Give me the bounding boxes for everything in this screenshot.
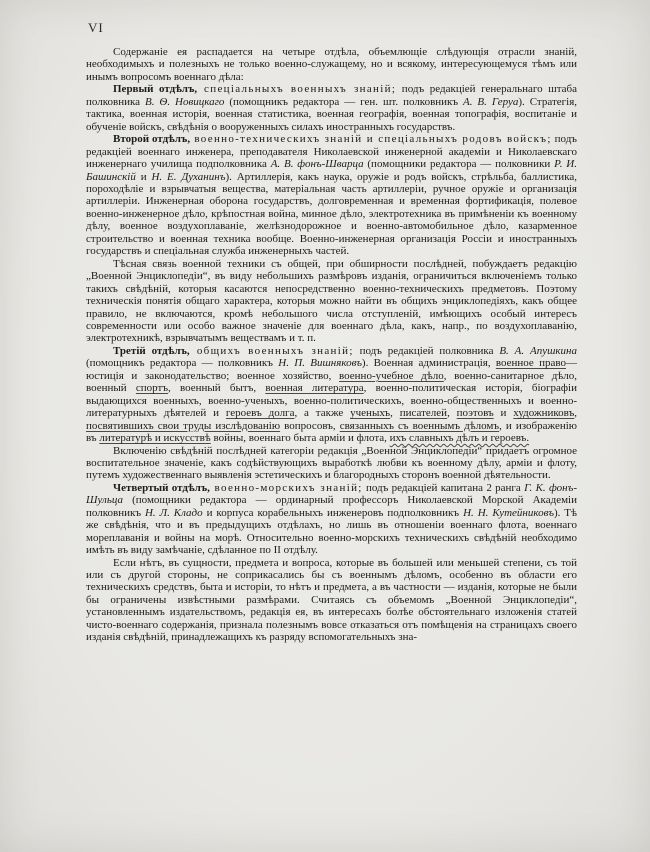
section-heading: Первый отдѣлъ, — [113, 83, 198, 96]
text-run: Содержаніе ея распадается на четыре отдѣла, объемлющіе слѣдующія отрасли знаній, необходимыхъ и полезныхъ не только военно-служащему, но и всякому, интересующемуся тѣмъ или инымъ вопросомъ военнаго дѣла: — [86, 46, 577, 83]
paragraph-section-one — [86, 83, 577, 133]
text-run: , военно-политическая исторія, біографіи выдающихся военныхъ, военно-ученыхъ, военно-политическихъ, военно-общественныхъ и военно-литературныхъ дѣятелей и — [86, 382, 578, 420]
paragraph-closing — [86, 557, 577, 644]
text-run: ). Военная администрація, — [361, 357, 496, 370]
page-number: VI — [88, 20, 104, 35]
text-run: Если нѣтъ, въ сущности, предмета и вопроса, которые въ большей или меньшей степени, съ той или съ другой стороны, не соприкасались бы съ военнымъ дѣломъ, особенно въ области его техническихъ средствъ, быта и исторіи, то нѣтъ и предмета, а въ частности — изданія, которые не были бы ограничены извѣстными размѣрами. Считаясь съ объемомъ „Военной Энциклопедіи“, установленнымъ издательствомъ, редакція ея, въ интересахъ болѣе обстоятельнаго изложенія статей чисто-военнаго содержанія, признала полезнымъ вовсе отказаться отъ помѣщенія на страницахъ своего изданія свѣдѣній, принадлежащихъ къ разряду вспомогательныхъ зна- — [86, 556, 577, 644]
paragraph-intro — [86, 46, 577, 83]
text-run: , — [574, 407, 578, 420]
text-run: , а также — [294, 407, 351, 420]
text-run: , и изображенію въ — [86, 419, 577, 445]
underlined-annotation: посвятившихъ свои труды изслѣдованію — [86, 419, 281, 432]
text-run: (помощникъ редактора — полковникъ — [86, 357, 279, 370]
section-subject: военно-морскихъ знаній; — [209, 481, 363, 494]
editor-name: Н. П. Вишняковъ — [278, 357, 362, 370]
section-heading: Второй отдѣлъ, — [113, 133, 191, 146]
editor-name: Н. Л. Кладо — [144, 506, 203, 519]
text-run: вопросовъ, — [280, 419, 340, 432]
paragraph-section-four — [86, 482, 577, 557]
paragraph-section-two — [86, 133, 577, 258]
section-heading: Четвертый отдѣлъ, — [113, 481, 210, 494]
section-subject: военно-техническихъ знаній и спеціальныхъ родовъ войскъ; — [190, 133, 552, 146]
text-run: и — [493, 407, 514, 420]
editor-name: Г. К. фонъ-Шульца — [86, 481, 577, 507]
underlined-annotation: военно-учебное дѣло — [339, 369, 444, 382]
paragraph-technics-note — [86, 258, 577, 345]
text-run: ). Артиллерія, какъ наука, оружіе и родъ войскъ, стрѣльба, баллистика, пороходѣліе и взрывчатыя вещества, матеріальная часть артиллеріи, ручное оружіе и организація артиллеріи. Инженерная оборона государствъ, долговременная и временная фортификація, полевое военно-инженерное дѣло, крѣпостная война, минное дѣло, электротехника въ примѣненіи къ военному дѣлу, военное воздухоплаваніе, желѣзнодорожное и военно-автомобильное дѣло, казарменное строительство и военная техника вообще. Военно-инженерная организація Россіи и иностранныхъ государствъ и спеціальная служба инженерныхъ частей. — [86, 170, 578, 258]
text-run: подъ редакціей капитана 2 ранга — [362, 481, 525, 494]
text-run: (помощники редактора — полковники — [363, 158, 555, 171]
underlined-annotation: героевъ долга — [225, 407, 295, 420]
text-run: войны, военнаго быта арміи и флота, — [210, 432, 390, 445]
text-run: (помощники редактора — ординарный профессоръ Николаевской Морской Академіи полковникъ — [86, 494, 577, 519]
editor-name: В. А. Апушкина — [499, 344, 577, 357]
underlined-annotation: военное право — [495, 357, 566, 370]
text-run: и — [135, 170, 152, 183]
underlined-annotation: литературѣ и искусствѣ — [99, 432, 211, 445]
underlined-annotation: художниковъ — [513, 407, 575, 420]
underlined-annotation: ученыхъ — [350, 407, 391, 420]
text-run: (помощникъ редактора — ген. шт. полковникъ — [224, 95, 464, 108]
text-run: подъ редакціей генеральнаго штаба полковника — [86, 83, 577, 108]
text-run: , — [390, 407, 400, 420]
editor-name: А. В. Геруа — [463, 95, 519, 108]
text-run: , военный бытъ, — [168, 382, 266, 395]
editor-name: В. Ѳ. Новицкаго — [144, 95, 225, 108]
text-run: Тѣсная связь военной техники съ общей, при обширности послѣдней, побуждаетъ редакцію „Военной Энциклопедіи“, въ виду небольшихъ размѣровъ изданія, ограничиться включеніемъ только такихъ свѣдѣній, которыя касаются непосредственно военно-техническихъ предметовъ. Поэтому техническія понятія общаго характера, которыя можно найти въ общихъ энциклопедіяхъ, какъ общее правило, не включаются, кромѣ небольшого числа отступленій, имѣющихъ особый интересъ современности или особо важное значеніе для военнаго дѣла, какъ, напр., по воздухоплаванію, электротехникѣ, взрывчатымъ веществамъ и т. п. — [86, 257, 577, 345]
text-run: , — [447, 407, 457, 420]
paragraph-section-three — [86, 345, 577, 445]
editor-name: Н. Е. Духанинъ — [151, 170, 226, 183]
editor-name: А. В. фонъ-Шварца — [270, 158, 364, 171]
text-run: —юстиція и законодательство; военное хозяйство, — [86, 357, 577, 382]
underlined-annotation: спортъ — [135, 382, 169, 395]
text-run: ). Тѣ же свѣдѣнія, что и въ предыдущихъ отдѣлахъ, но лишь въ отношеніи военнаго флота, военнаго мореплаванія и войны на морѣ. Относительно военно-морскихъ техническихъ свѣдѣній необходимо имѣть въ виду замѣчаніе, сдѣланное по II отдѣлу. — [86, 506, 578, 557]
editor-name: Р. И. Башинскій — [86, 158, 578, 183]
text-run: Включенію свѣдѣній послѣдней категоріи редакція „Военной Энциклопедіи“ придаетъ огромное воспитательное значеніе, какъ содѣйствующихъ выработкѣ любви къ военному дѣлу, арміи и флоту, путемъ художественнаго выявленія эстетическихъ и благородныхъ сторонъ военной дѣятельности. — [86, 444, 577, 482]
underlined-annotation: поэтовъ — [456, 407, 494, 420]
paragraph-educational-note — [86, 445, 577, 482]
text-block — [86, 46, 577, 644]
text-run: подъ редакціей военнаго инженера, преподавателя Николаевской инженерной академіи и Николаевскаго инженернаго училища подполковника — [86, 133, 577, 171]
underlined-annotation: связанныхъ съ военнымъ дѣломъ — [339, 419, 500, 432]
section-heading: Третій отдѣлъ, — [113, 344, 190, 357]
underlined-annotation: писателей — [399, 407, 448, 420]
text-run: подъ редакціей полковника — [353, 344, 500, 357]
underlined-annotation: военная литература — [265, 382, 364, 395]
section-subject: общихъ военныхъ знаній; — [189, 344, 354, 357]
underlined-annotation: ихъ славныхъ дѣлъ и героевъ. — [389, 432, 530, 445]
editor-name: Н. Н. Кутейниковъ — [463, 506, 554, 519]
section-subject: спеціальныхъ военныхъ знаній; — [197, 83, 397, 96]
text-run: ). Стратегія, тактика, военная исторія, военная статистика, военная географія, военная топографія, воспитаніе и обученіе войскъ, свѣдѣнія о вооруженныхъ силахъ иностранныхъ государствъ. — [86, 95, 578, 133]
text-run: и корпуса корабельныхъ инженеровъ подполковникъ — [202, 506, 464, 519]
text-run: , военно-санитарное дѣло, военный — [86, 369, 578, 395]
